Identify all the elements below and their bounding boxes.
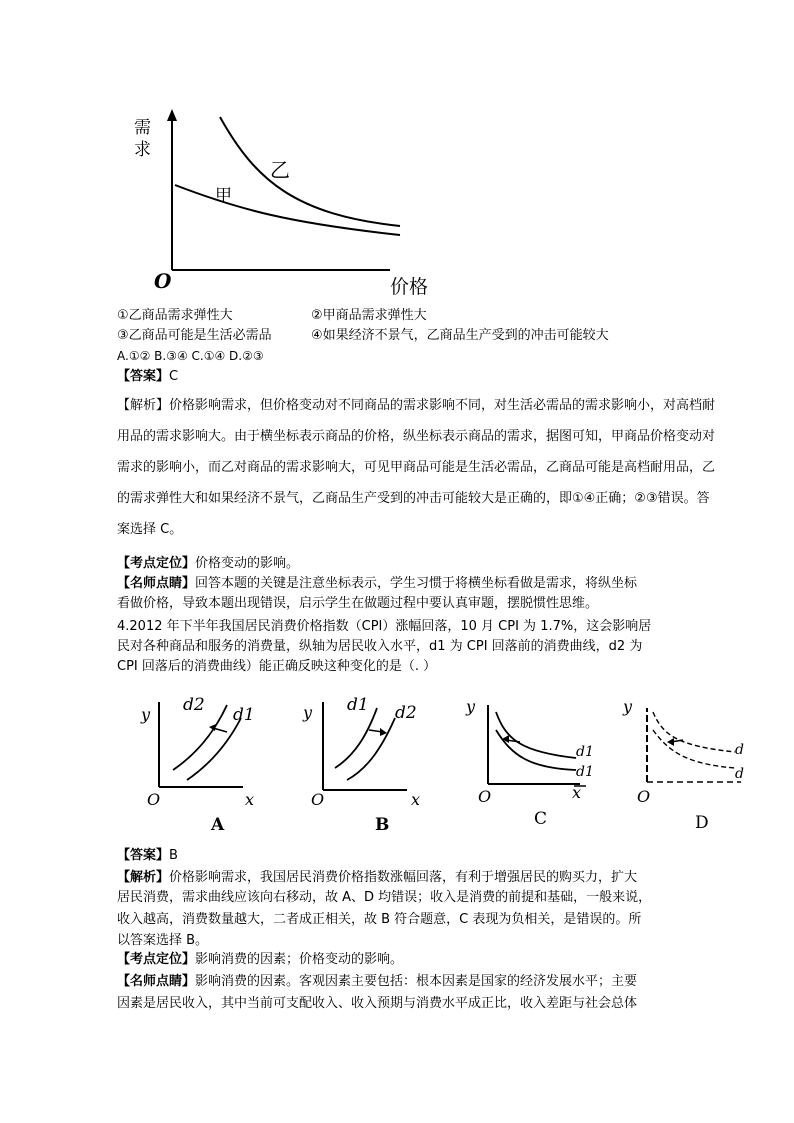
mingshi-tag: 【名师点睛】 [117,974,196,989]
y-label: y [303,703,313,722]
demand-price-figure [120,105,450,300]
q4-stem-line: CPI 回落后的消费曲线）能正确反映这种变化的是（. ） [117,659,437,674]
graph-a [135,690,275,835]
y-label: y [623,697,633,716]
q4-stem-line: 4.2012 年下半年我国居民消费价格指数（CPI）涨幅回落，10 月 CPI 为 1.7%，这会影响居 [117,619,652,634]
kaodian-text: 影响消费的因素；价格变动的影响。 [195,952,404,967]
origin-label: O [478,787,492,806]
mingshi-line: 看做价格，导致本题出现错误，启示学生在做题过程中要认真审题，摆脱惯性思维。 [117,596,599,611]
analysis-line: 的需求弹性大和如果经济不景气，乙商品生产受到的冲击可能较大是正确的，即①④正确；②③错误。答 [117,491,710,506]
y-axis-label-2: 求 [134,140,151,160]
kaodian-text: 价格变动的影响。 [195,556,300,571]
q3-answer [117,367,178,387]
q4-kaodian [117,950,403,970]
analysis-line: 以答案选择 B。 [117,933,209,948]
origin-label: O [311,790,325,809]
q4-stem-line: 民对各种商品和服务的消费量，纵轴为居民收入水平，d1 为 CPI 回落前的消费曲线，d2 为 [117,639,643,654]
analysis-line: 价格影响需求，我国居民消费价格指数涨幅回落，有利于增强居民的购买力，扩大 [169,870,638,885]
kaodian-tag: 【考点定位】 [117,556,196,571]
option-1: ①乙商品需求弹性大 [117,308,233,323]
analysis-line: 案选择 C。 [117,522,183,537]
y-axis-arrow [167,109,177,121]
q4-answer [117,846,178,866]
y-label: y [466,697,476,716]
q3-analysis [117,396,715,551]
origin-label: O [154,269,172,293]
answer-value: B [169,848,178,863]
analysis-tag: 【解析】 [117,870,170,885]
choices: A.①② B.③④ C.①④ D.②③ [117,349,264,363]
answer-tag: 【答案】 [117,369,170,384]
x-label: x [411,790,421,809]
analysis-line: 收入越高，消费数量越大，二者成正相关，故 B 符合题意，C 表现为负相关，是错误的。所 [117,912,642,927]
x-axis-label: 价格 [390,276,429,298]
curve-label: d1 [576,764,594,780]
analysis-tag: 【解析】 [117,398,170,413]
x-label: x [572,783,582,802]
analysis-line: 价格影响需求，但价格变动对不同商品的需求影响不同，对生活必需品的需求影响小，对高档耐 [169,398,716,413]
curve-label: d1 [347,695,369,715]
q3-mingshi [117,574,637,594]
option-4: ④如果经济不景气，乙商品生产受到的冲击可能较大 [311,328,609,343]
curve-jia-label: 甲 [215,186,232,206]
option-2: ②甲商品需求弹性大 [311,308,427,323]
kaodian-tag: 【考点定位】 [117,952,196,967]
graph-letter: C [534,809,548,829]
x-label: x [245,790,255,809]
graph-d [615,690,755,835]
mingshi-line: 回答本题的关键是注意坐标表示，学生习惯于将横坐标看做是需求，将纵坐标 [195,576,638,591]
graph-letter: A [211,815,225,835]
analysis-line: 需求的影响小，而乙对商品的需求影响大，可见甲商品可能是生活必需品，乙商品可能是高档耐用品，乙 [117,460,716,475]
graph-letter: B [375,815,390,835]
q3-kaodian [117,554,299,574]
q4-analysis [117,868,637,888]
curve-d2 [347,718,395,780]
graph-b [295,690,435,835]
option-3: ③乙商品可能是生活必需品 [117,328,272,343]
curve-label: d [735,742,744,758]
q4-mingshi [117,972,637,992]
curve-label: d1 [576,744,594,760]
curve-yi-label: 乙 [270,158,290,182]
mingshi-line: 影响消费的因素。客观因素主要包括：根本因素是国家的经济发展水平；主要 [195,974,638,989]
curve-d-lower [653,730,735,768]
curve-d1-upper [496,712,576,758]
answer-tag: 【答案】 [117,848,170,863]
answer-value: C [169,369,179,384]
origin-label: O [637,787,651,806]
graph-letter: D [695,813,709,833]
mingshi-line: 因素是居民收入，其中当前可支配收入、收入预期与消费水平成正比，收入差距与社会总体 [117,996,638,1011]
y-label: y [141,705,151,724]
curve-label: d [735,766,744,782]
y-axis-label-1: 需 [134,118,151,138]
curve-d-upper [653,712,735,752]
curve-label: d2 [183,695,205,715]
curve-label: d1 [233,705,255,725]
analysis-line: 用品的需求影响大。由于横坐标表示商品的价格，纵坐标表示商品的需求，据图可知，甲商品价格变动对 [117,429,716,444]
mingshi-tag: 【名师点睛】 [117,576,196,591]
curve-label: d2 [395,703,417,723]
graph-c [460,690,600,835]
analysis-line: 居民消费，需求曲线应该向右移动，故 A、D 均错误；收入是消费的前提和基础，一般来说， [117,890,652,905]
origin-label: O [147,790,161,809]
